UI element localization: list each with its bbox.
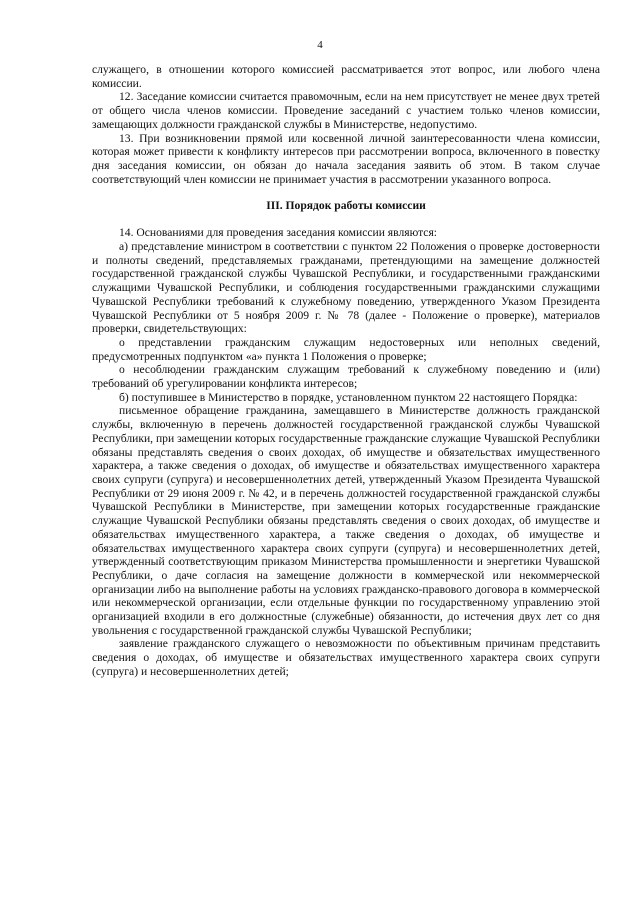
section-heading: III. Порядок работы комиссии: [266, 199, 426, 213]
paragraph-subitem-a-1: о представлении гражданским служащим недостоверных или неполных сведений, предусмотренных подпунктом «а» пункта 1 Положения о проверке;: [92, 335, 600, 363]
paragraph-continuation: служащего, в отношении которого комиссией рассматривается этот вопрос, или любого члена комиссии.: [92, 63, 600, 90]
document-body: [92, 63, 600, 679]
paragraph-subitem-b: б) поступившее в Министерство в порядке, установленном пунктом 22 настоящего Порядка:: [119, 390, 578, 404]
paragraph-subitem-a-2: о несоблюдении гражданским служащим требований к служебному поведению и (или) требований об урегулировании конфликта интересов;: [92, 363, 600, 391]
paragraph-item-13: 13. При возникновении прямой или косвенной личной заинтересованности члена комиссии, которая может привести к конфликту интересов при рассмотрении вопроса, включенного в повестку дня заседания комиссии, он обязан до начала заседания заявить об этом. В таком случае соответствующий член комиссии не принимает участия в рассмотрении указанного вопроса.: [92, 131, 600, 186]
paragraph-subitem-a: а) представление министром в соответствии с пунктом 22 Положения о проверке достоверности и полноты сведений, представляемых гражданами, претендующими на замещение должностей государственной гражданской службы Чувашской Республики, и государственными гражданскими служащими Чувашской Республики, и соблюдения государственными гражданскими служащими Чувашской Республики требований к служебному поведению, утвержденного Указом Президента Чувашской Республики от 5 ноября 2009 г. № 78 (далее - Положение о проверке), материалов проверки, свидетельствующих:: [92, 240, 600, 336]
page-number: 4: [317, 39, 323, 51]
paragraph-subitem-b-2: заявление гражданского служащего о невозможности по объективным причинам представить сведения о доходах, об имуществе и обязательствах имущественного характера своих супруги (супруга) и несовершеннолетних детей;: [92, 637, 600, 678]
paragraph-item-12: 12. Заседание комиссии считается правомочным, если на нем присутствует не менее двух третей от общего числа членов комиссии. Проведение заседаний с участием только членов комиссии, замещающих должности гражданской службы в Министерстве, недопустимо.: [92, 90, 600, 131]
paragraph-subitem-b-1: письменное обращение гражданина, замещавшего в Министерстве должность гражданской службы, включенную в перечень должностей государственной гражданской службы Чувашской Республики, при замещении которых государственные гражданские служащие Чувашской Республики обязаны представлять сведения о своих доходах, об имуществе и обязательствах имущественного характера, а также сведения о доходах, об имуществе и обязательствах имущественного характера своих супруги (супруга) и несовершеннолетних детей, утвержденный Указом Президента Чувашской Республики от 29 июня 2009 г. № 42, и в перечень должностей государственной гражданской службы Чувашской Республики в Министерстве, при замещении которых государственные гражданские служащие Чувашской Республики обязаны представлять сведения о своих доходах, об имуществе и обязательствах имущественного характера, а также сведения о доходах, об имуществе и обязательствах имущественного характера своих супруги (супруга) и несовершеннолетних детей, утвержденный соответствующим приказом Министерства промышленности и энергетики Чувашской Республики, о даче согласия на замещение должности в коммерческой или некоммерческой организации либо на выполнение работы на условиях гражданско-правового договора в коммерческой или некоммерческой организации, если отдельные функции по государственному управлению этой организацией входили в его должностные (служебные) обязанности, до истечения двух лет со дня увольнения с государственной гражданской службы Чувашской Республики;: [92, 404, 600, 637]
paragraph-item-14: 14. Основаниями для проведения заседания комиссии являются:: [119, 226, 437, 240]
